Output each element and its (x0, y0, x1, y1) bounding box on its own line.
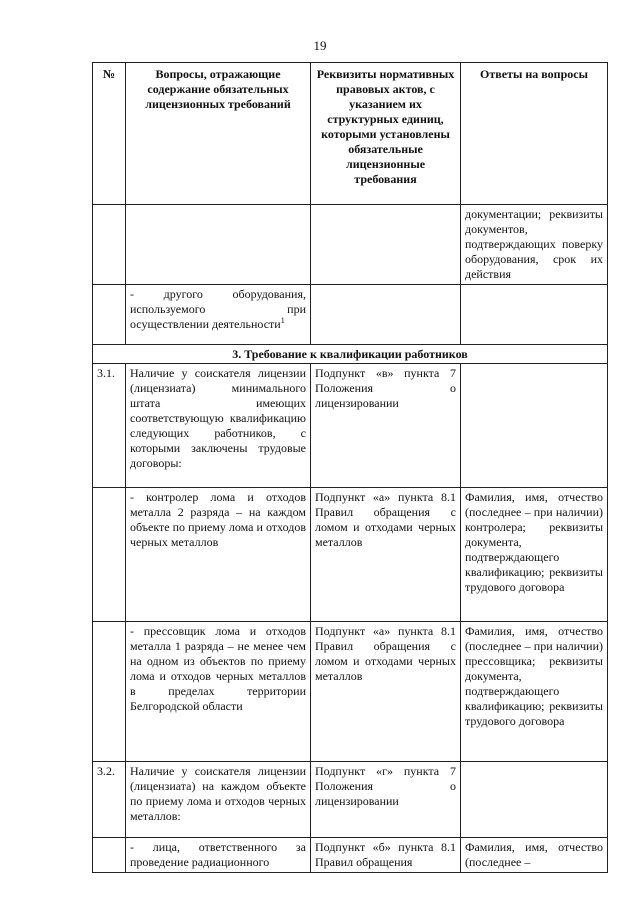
question-cell: Наличие у соискателя лицензии (лицензиата) на каждом объекте по приему лома и отходов черных металлов: (126, 762, 311, 838)
requisite-cell: Подпункт «а» пункта 8.1 Правил обращения с ломом и отходами черных металлов (311, 488, 461, 622)
table-row (93, 364, 608, 488)
question-cell: Наличие у соискателя лицензии (лицензиата) минимального штата имеющих соответствующую квалификацию следующих работников, с которыми заключены трудовые договоры: (126, 364, 311, 488)
answer-cell: Фамилия, имя, отчество (последнее – при наличии) прессовщика; реквизиты документа, подтверждающего квалификацию; реквизиты трудового договора (461, 622, 608, 762)
answer-cell: Фамилия, имя, отчество (последнее – (461, 838, 608, 873)
table-row (93, 622, 608, 762)
table-row (93, 285, 608, 345)
header-number: № (93, 63, 126, 205)
table-row (93, 838, 608, 873)
page-number: 19 (313, 38, 327, 53)
footnote-marker: 1 (280, 316, 285, 325)
question-cell: - прессовщик лома и отходов металла 1 разряда – не менее чем на одном из объектов по приему лома и отходов черных металлов в пределах территории Белгородской области (126, 622, 311, 762)
requisite-cell: Подпункт «в» пункта 7 Положения о лицензировании (311, 364, 461, 488)
table-row (93, 762, 608, 838)
requisite-cell: Подпункт «а» пункта 8.1 Правил обращения с ломом и отходами черных металлов (311, 622, 461, 762)
header-answers: Ответы на вопросы (461, 63, 608, 205)
header-requisites: Реквизиты нормативных правовых актов, с указанием их структурных единиц, которыми установлены обязательные лицензионные требования (311, 63, 461, 205)
requisite-cell: Подпункт «г» пункта 7 Положения о лицензировании (311, 762, 461, 838)
header-questions: Вопросы, отражающие содержание обязательных лицензионных требований (126, 63, 311, 205)
row-number: 3.2. (93, 762, 126, 838)
question-cell: - контролер лома и отходов металла 2 разряда – на каждом объекте по приему лома и отходов черных металлов (126, 488, 311, 622)
answer-cell: Фамилия, имя, отчество (последнее – при наличии) контролера; реквизиты документа, подтверждающего квалификацию; реквизиты трудового договора (461, 488, 608, 622)
requisite-cell: Подпункт «б» пункта 8.1 Правил обращения (311, 838, 461, 873)
requirements-table (92, 62, 608, 873)
table-row (93, 488, 608, 622)
question-cell: - лица, ответственного за проведение радиационного (126, 838, 311, 873)
row-number: 3.1. (93, 364, 126, 488)
section-title-row (93, 345, 608, 364)
question-cell: - другого оборудования, используемого при осуществлении деятельности$^1$ (126, 285, 311, 345)
table-header-row (93, 63, 608, 205)
answer-cell: документации; реквизиты документов, подтверждающих поверку оборудования, срок их действия (461, 205, 608, 285)
table-row (93, 205, 608, 285)
section-title: 3. Требование к квалификации работников (93, 345, 608, 364)
